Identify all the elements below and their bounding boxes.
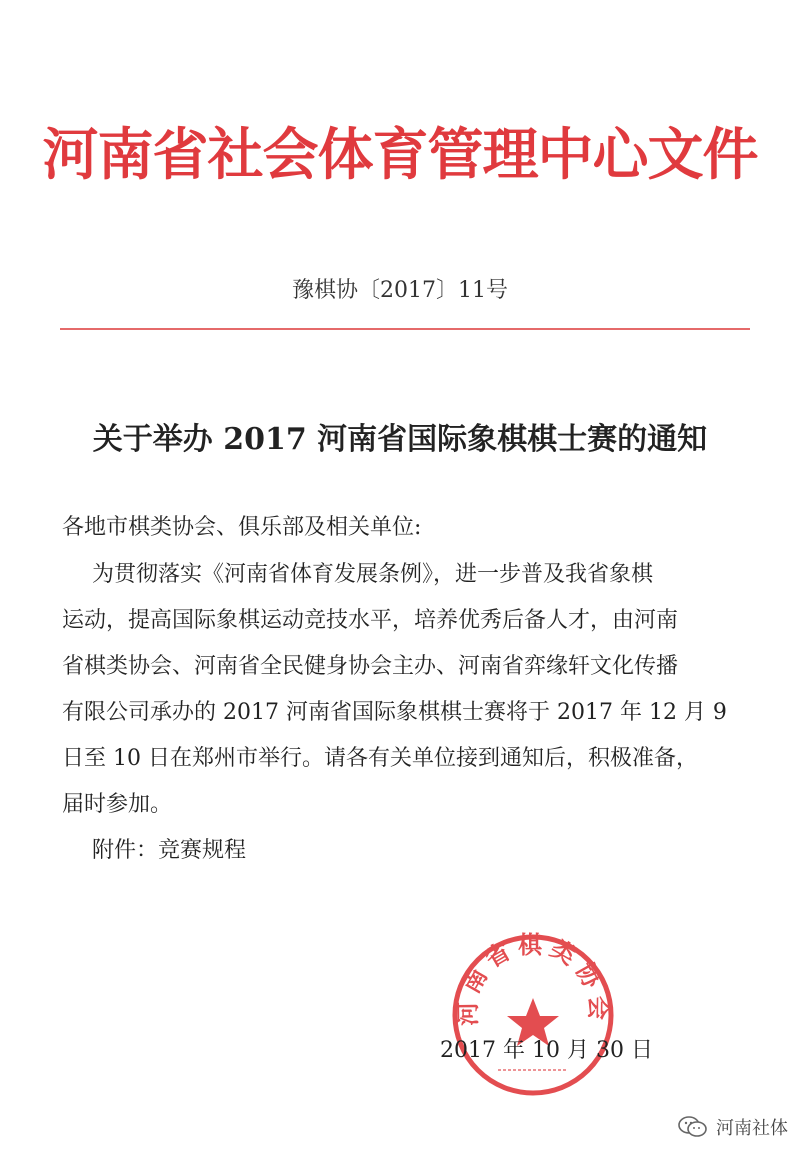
- body-paragraph-line: 为贯彻落实《河南省体育发展条例》，进一步普及我省象棋: [92, 562, 654, 587]
- issue-date: 2017 年 10 月 30 日: [440, 1038, 653, 1063]
- official-seal-stamp: [448, 930, 618, 1100]
- recipient-line: 各地市棋类协会、俱乐部及相关单位:: [62, 515, 422, 540]
- org-header-title: 河南省社会体育管理中心文件: [42, 123, 758, 188]
- body-paragraph-line: 省棋类协会、河南省全民健身协会主办、河南省弈缘轩文化传播: [62, 654, 679, 679]
- watermark: [678, 1114, 788, 1140]
- body-paragraph-line: 有限公司承办的 2017 河南省国际象棋棋士赛将于 2017 年 12 月 9: [62, 700, 727, 725]
- notice-title: 关于举办 2017 河南省国际象棋棋士赛的通知: [92, 422, 708, 457]
- wechat-icon: [678, 1115, 708, 1139]
- red-divider-line: [60, 328, 750, 330]
- attachment-line: 附件：竞赛规程: [92, 838, 247, 863]
- body-paragraph-line: 届时参加。: [62, 792, 173, 817]
- body-paragraph-line: 日至 10 日在郑州市举行。请各有关单位接到通知后，积极准备，: [62, 746, 698, 771]
- document-number: 豫棋协〔2017〕11号: [292, 278, 508, 303]
- seal-org-name: 河南省棋类协会: [453, 931, 613, 1027]
- watermark-label: 河南社体: [716, 1118, 788, 1139]
- body-paragraph-line: 运动，提高国际象棋运动竞技水平，培养优秀后备人才，由河南: [62, 608, 679, 633]
